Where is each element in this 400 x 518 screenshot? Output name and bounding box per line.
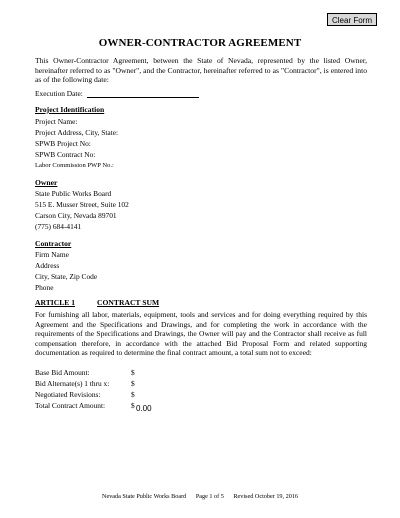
- execution-date-label: Execution Date:: [35, 89, 83, 98]
- page-footer: [0, 493, 400, 500]
- project-identification-heading: Project Identification: [35, 105, 105, 114]
- project-name-field[interactable]: Project Name:: [35, 117, 78, 126]
- execution-date-row: [35, 89, 199, 98]
- base-bid-label: Base Bid Amount:: [35, 368, 90, 377]
- base-bid-amount-field[interactable]: $: [131, 368, 135, 377]
- contractor-phone-field[interactable]: Phone: [35, 283, 54, 292]
- bid-alternates-label: Bid Alternate(s) 1 thru x:: [35, 379, 110, 388]
- project-address-field[interactable]: Project Address, City, State:: [35, 128, 119, 137]
- labor-commission-pwp-field[interactable]: Labor Commission PWP No.:: [35, 162, 114, 169]
- total-contract-amount-label: Total Contract Amount:: [35, 401, 106, 410]
- contractor-city-state-zip-field[interactable]: City, State, Zip Code: [35, 272, 98, 281]
- negotiated-revisions-amount-field[interactable]: $: [131, 390, 135, 399]
- footer-page: Page 1 of 5: [195, 493, 224, 500]
- contractor-address-field[interactable]: Address: [35, 261, 60, 270]
- contract-sum-paragraph: For furnishing all labor, materials, equipment, tools and services and for doing everything required by this Agreement and the Specifications and Drawings, and for completing the work in accordance with the requirements of the Specifications and Drawings, the Owner will pay and the Contractor shall receive as full compensation therefore, in accordance with the attached Bid Proposal Form and related supporting documentation as required to determine the final contract amount, a total sum not to exceed:: [35, 310, 367, 358]
- contractor-heading: Contractor: [35, 239, 72, 248]
- owner-line: 515 E. Musser Street, Suite 102: [35, 200, 129, 209]
- spwb-project-no-field[interactable]: SPWB Project No:: [35, 139, 91, 148]
- contractor-firm-name-field[interactable]: Firm Name: [35, 250, 69, 259]
- spwb-contract-no-field[interactable]: SPWB Contract No:: [35, 150, 96, 159]
- total-contract-amount-value: 0.00: [136, 404, 152, 413]
- intro-paragraph: This Owner-Contractor Agreement, between the State of Nevada, represented by the listed Owner, hereinafter referred to as "Owner", and the Contractor, hereinafter referred to as "Contractor", is entered into as of the following date:: [35, 56, 367, 84]
- article-number: ARTICLE 1: [35, 298, 76, 307]
- total-contract-currency: $: [131, 401, 135, 410]
- footer-revised: Revised October 19, 2016: [233, 493, 298, 500]
- footer-org: Nevada State Public Works Board: [101, 493, 187, 500]
- owner-line: (775) 684-4141: [35, 222, 82, 231]
- bid-alternates-amount-field[interactable]: $: [131, 379, 135, 388]
- negotiated-revisions-label: Negotiated Revisions:: [35, 390, 101, 399]
- clear-form-button[interactable]: Clear Form: [327, 13, 377, 26]
- article-name: CONTRACT SUM: [97, 298, 160, 307]
- owner-heading: Owner: [35, 178, 58, 187]
- owner-line: State Public Works Board: [35, 189, 112, 198]
- page-title: OWNER-CONTRACTOR AGREEMENT: [98, 37, 302, 49]
- execution-date-field[interactable]: [87, 89, 199, 98]
- article-1-heading: [35, 298, 159, 307]
- owner-line: Carson City, Nevada 89701: [35, 211, 117, 220]
